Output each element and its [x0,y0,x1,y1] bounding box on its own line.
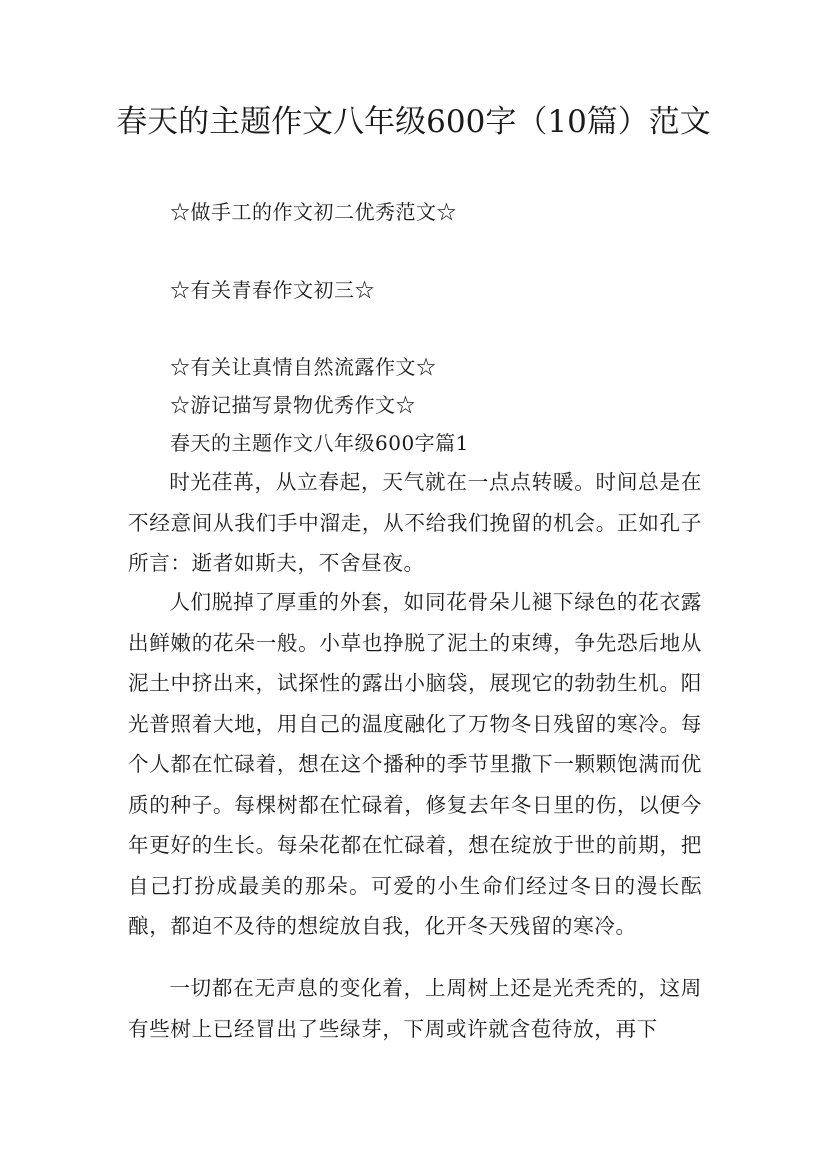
related-article-link[interactable]: ☆有关青春作文初三☆ [170,278,375,302]
related-article-link[interactable]: ☆游记描写景物优秀作文☆ [170,393,416,417]
paragraph: 人们脱掉了厚重的外套，如同花骨朵儿褪下绿色的花衣露出鲜嫩的花朵一般。小草也挣脱了泥土的束缚，争先恐后地从泥土中挤出来，试探性的露出小脑袋，展现它的勃勃生机。阳光普照着大地，用自己的温度融化了万物冬日残留的寒冷。每个人都在忙碌着，想在这个播种的季节里撒下一颗颗饱满而优质的种子。每棵树都在忙碌着，修复去年冬日里的伤，以便今年更好的生长。每朵花都在忙碌着，想在绽放于世的前期，把自己打扮成最美的那朵。可爱的小生命们经过冬日的漫长酝酿，都迫不及待的想绽放自我，化开冬天残留的寒冷。 [128,590,702,938]
related-article-link[interactable]: ☆有关让真情自然流露作文☆ [170,355,437,379]
related-article-link[interactable]: ☆做手工的作文初二优秀范文☆ [170,200,457,224]
page-title: 春天的主题作文八年级600字（10篇）范文 [116,104,711,140]
section-heading: 春天的主题作文八年级600字篇1 [170,431,469,455]
paragraph: 时光荏苒，从立春起，天气就在一点点转暖。时间总是在不经意间从我们手中溜走，从不给我们挽留的机会。正如孔子所言：逝者如斯夫，不舍昼夜。 [128,470,702,575]
paragraph: 一切都在无声息的变化着，上周树上还是光秃秃的，这周有些树上已经冒出了些绿芽，下周或许就含苞待放，再下 [128,976,702,1041]
